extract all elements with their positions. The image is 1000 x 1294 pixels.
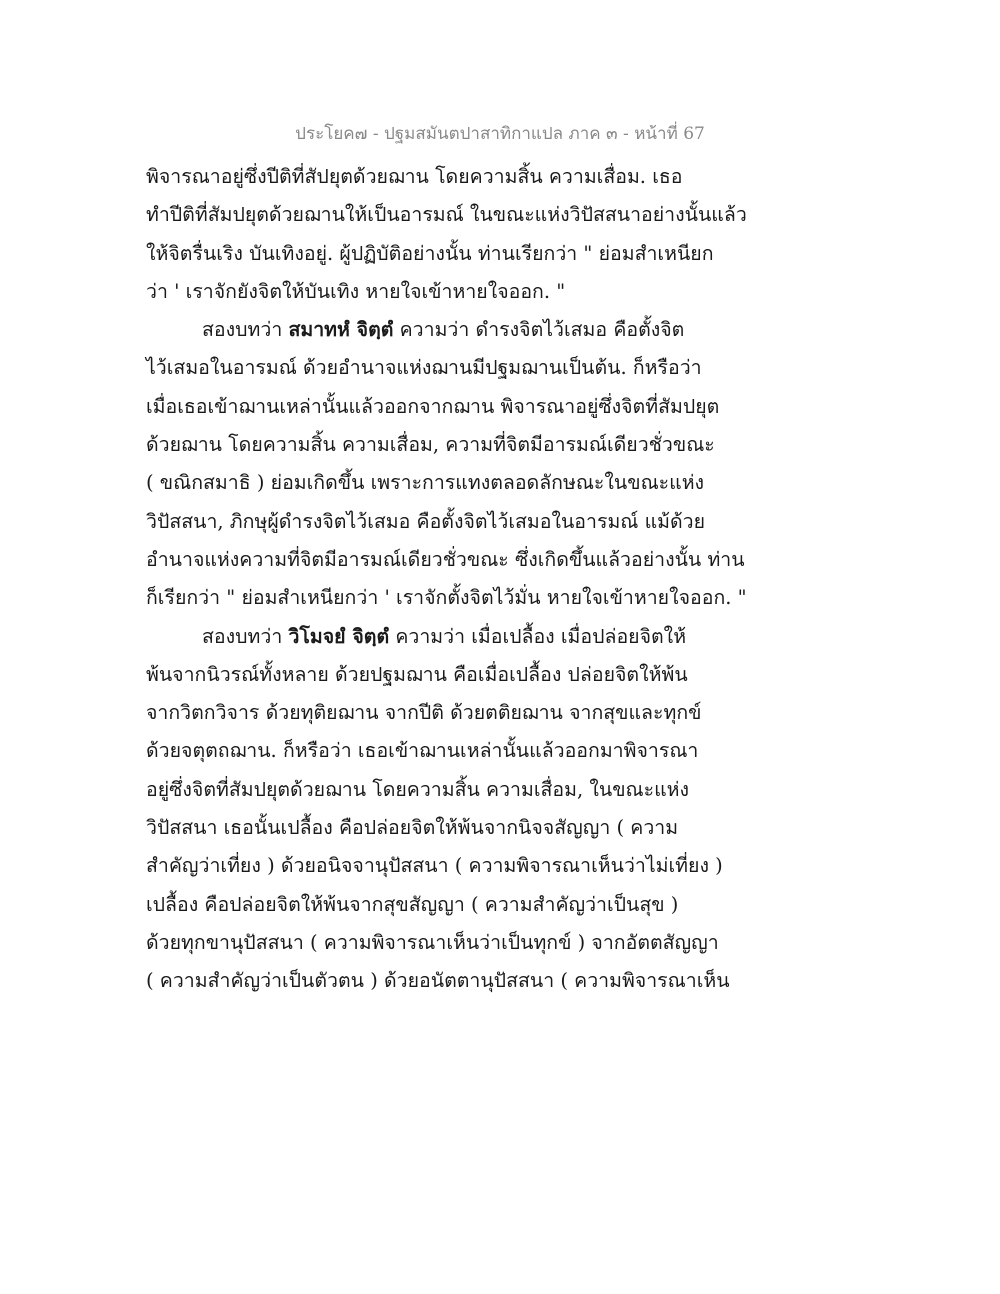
paragraph-start-line: [146, 618, 906, 656]
text-line: พิจารณาอยู่ซึ่งปีติที่สัปยุตด้วยฌาน โดยความสิ้น ความเสื่อม. เธอ: [146, 165, 683, 188]
body-text: [146, 158, 906, 1001]
text-line: วิปัสสนา เธอนั้นเปลื้อง คือปล่อยจิตให้พ้นจากนิจจสัญญา ( ความ: [146, 816, 679, 840]
text-line: ก็เรียกว่า " ย่อมสำเหนียกว่า ' เราจักตั้งจิตไว้มั่น หายใจเข้าหายใจออก. ": [146, 586, 747, 610]
text-line: สำคัญว่าเที่ยง ) ด้วยอนิจจานุปัสสนา ( ความพิจารณาเห็นว่าไม่เที่ยง ): [146, 854, 723, 878]
page-header: [0, 120, 1000, 147]
text-line: จากวิตกวิจาร ด้วยทุติยฌาน จากปีติ ด้วยตติยฌาน จากสุขและทุกข์: [146, 701, 702, 725]
text-line: พ้นจากนิวรณ์ทั้งหลาย ด้วยปฐมฌาน คือเมื่อเปลื้อง ปล่อยจิตให้พ้น: [146, 662, 688, 686]
header-page-number: หน้าที่ 67: [634, 124, 705, 144]
pali-term: วิโมจยํ จิตฺตํ: [288, 624, 390, 648]
text-line: ( ขณิกสมาธิ ) ย่อมเกิดขึ้น เพราะการแทงตลอดลักษณะในขณะแห่ง: [146, 471, 705, 495]
text-line: ( ความสำคัญว่าเป็นตัวตน ) ด้วยอนัตตานุปัสสนา ( ความพิจารณาเห็น: [146, 969, 730, 993]
text-line: อำนาจแห่งความที่จิตมีอารมณ์เดียวชั่วขณะ ซึ่งเกิดขึ้นแล้วอย่างนั้น ท่าน: [146, 547, 745, 571]
header-separator: -: [617, 124, 635, 144]
header-title: ประโยค๗ - ปฐมสมันตปาสาทิกาแปล ภาค ๓: [295, 124, 618, 144]
pali-term: สมาทหํ จิตฺตํ: [288, 318, 394, 342]
text-line: ด้วยจตุตถฌาน. ก็หรือว่า เธอเข้าฌานเหล่านั้นแล้วออกมาพิจารณา: [146, 739, 699, 763]
text-line: อยู่ซึ่งจิตที่สัมปยุตด้วยฌาน โดยความสิ้น ความเสื่อม, ในขณะแห่ง: [146, 777, 690, 801]
text-line: เมื่อเธอเข้าฌานเหล่านั้นแล้วออกจากฌาน พิจารณาอยู่ซึ่งจิตที่สัมปยุต: [146, 394, 720, 418]
text-line: ด้วยฌาน โดยความสิ้น ความเสื่อม, ความที่จิตมีอารมณ์เดียวชั่วขณะ: [146, 433, 715, 457]
line-lead-text: สองบทว่า: [202, 318, 289, 342]
text-line: ทำปีติที่สัมปยุตด้วยฌานให้เป็นอารมณ์ ในขณะแห่งวิปัสสนาอย่างนั้นแล้ว: [146, 203, 747, 227]
paragraph-start-line: [146, 311, 906, 349]
text-line: ด้วยทุกขานุปัสสนา ( ความพิจารณาเห็นว่าเป็นทุกข์ ) จากอัตตสัญญา: [146, 930, 719, 954]
text-line: ไว้เสมอในอารมณ์ ด้วยอำนาจแห่งฌานมีปฐมฌานเป็นต้น. ก็หรือว่า: [146, 356, 702, 380]
line-lead-text: สองบทว่า: [202, 624, 289, 648]
text-line: เปลื้อง คือปล่อยจิตให้พ้นจากสุขสัญญา ( ความสำคัญว่าเป็นสุข ): [146, 892, 679, 916]
text-line: ว่า ' เราจักยังจิตให้บันเทิง หายใจเข้าหายใจออก. ": [146, 279, 566, 303]
line-rest-text: ความว่า เมื่อเปลื้อง เมื่อปล่อยจิตให้: [389, 624, 687, 648]
line-rest-text: ความว่า ดำรงจิตไว้เสมอ คือตั้งจิต: [393, 318, 685, 342]
text-line: วิปัสสนา, ภิกษุผู้ดำรงจิตไว้เสมอ คือตั้งจิตไว้เสมอในอารมณ์ แม้ด้วย: [146, 509, 706, 533]
text-line: ให้จิตรื่นเริง บันเทิงอยู่. ผู้ปฏิบัติอย่างนั้น ท่านเรียกว่า " ย่อมสำเหนียก: [146, 241, 714, 265]
